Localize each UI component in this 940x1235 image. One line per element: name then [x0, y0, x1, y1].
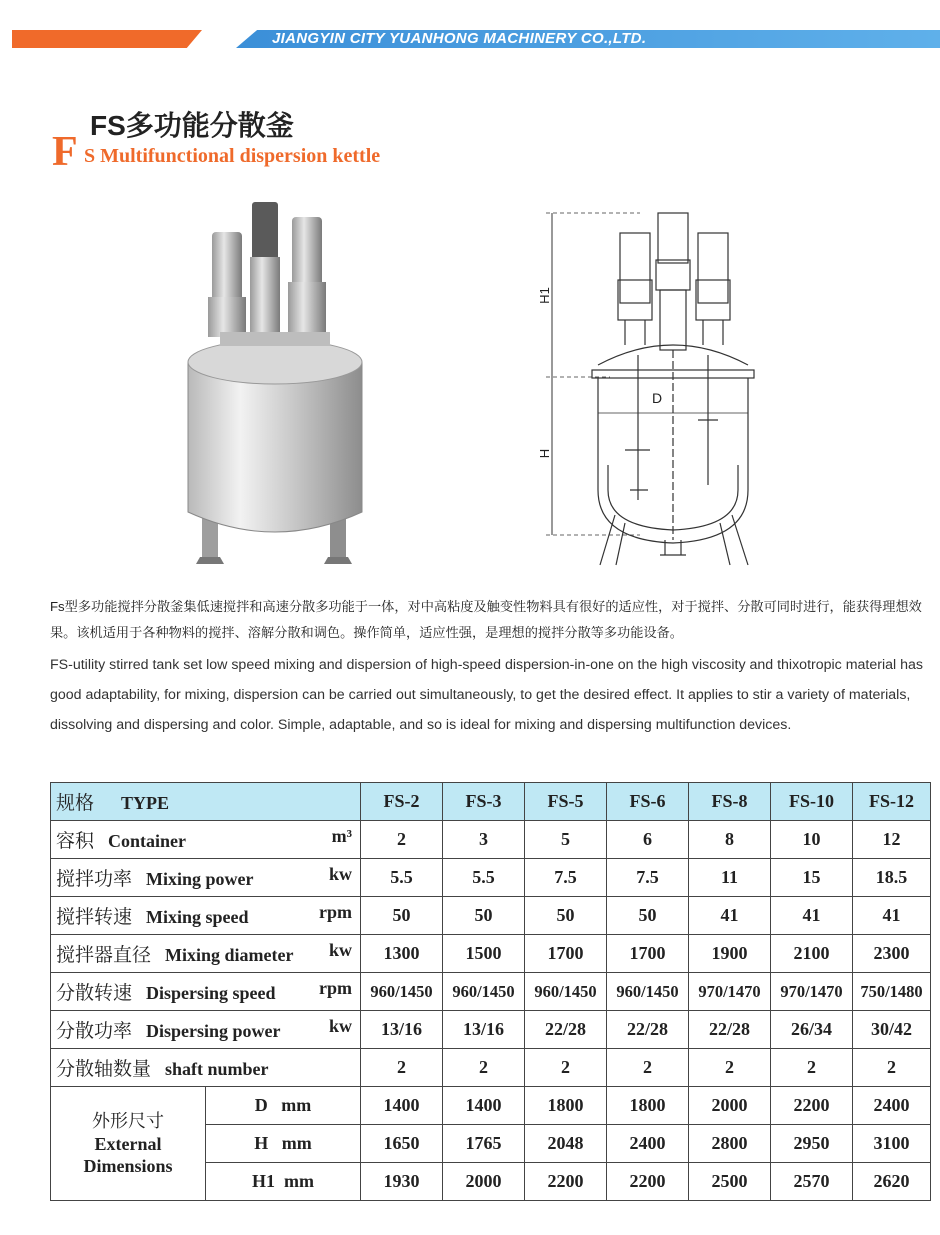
dimension-label: H mm: [206, 1125, 361, 1163]
value-cell: 22/28: [525, 1011, 607, 1049]
model-cell: FS-2: [361, 783, 443, 821]
value-cell: 7.5: [607, 859, 689, 897]
value-cell: 2200: [525, 1163, 607, 1201]
value-cell: 1800: [607, 1087, 689, 1125]
dim-label-d: D: [652, 390, 663, 406]
table-row: [51, 821, 931, 859]
value-cell: 3: [443, 821, 525, 859]
title-big-letter: F: [52, 129, 78, 175]
row-label: 分散功率 Dispersing power kw: [51, 1011, 361, 1049]
value-cell: 2000: [689, 1087, 771, 1125]
value-cell: 1900: [689, 935, 771, 973]
value-cell: 22/28: [689, 1011, 771, 1049]
value-cell: 5.5: [443, 859, 525, 897]
value-cell: 2200: [607, 1163, 689, 1201]
value-cell: 1650: [361, 1125, 443, 1163]
product-photo: [180, 192, 370, 572]
model-cell: FS-8: [689, 783, 771, 821]
model-cell: FS-3: [443, 783, 525, 821]
value-cell: 1700: [525, 935, 607, 973]
company-name: JIANGYIN CITY YUANHONG MACHINERY CO.,LTD.: [272, 30, 647, 47]
value-cell: 2200: [771, 1087, 853, 1125]
table-header-row: [51, 783, 931, 821]
row-label: 分散轴数量 shaft number: [51, 1049, 361, 1087]
value-cell: 960/1450: [443, 973, 525, 1011]
value-cell: 50: [361, 897, 443, 935]
value-cell: 18.5: [853, 859, 931, 897]
row-label: 搅拌转速 Mixing speed rpm: [51, 897, 361, 935]
value-cell: 960/1450: [607, 973, 689, 1011]
value-cell: 1500: [443, 935, 525, 973]
value-cell: 2: [607, 1049, 689, 1087]
dimensions-label: 外形尺寸 External Dimensions: [51, 1087, 206, 1201]
value-cell: 11: [689, 859, 771, 897]
value-cell: 970/1470: [771, 973, 853, 1011]
value-cell: 8: [689, 821, 771, 859]
dimension-label: H1 mm: [206, 1163, 361, 1201]
spec-table: [50, 782, 931, 1201]
title-english: S Multifunctional dispersion kettle: [84, 145, 381, 167]
header-type-cell: 规格 TYPE: [51, 783, 361, 821]
value-cell: 12: [853, 821, 931, 859]
value-cell: 41: [689, 897, 771, 935]
value-cell: 2100: [771, 935, 853, 973]
value-cell: 10: [771, 821, 853, 859]
value-cell: 50: [443, 897, 525, 935]
description-chinese: Fs型多功能搅拌分散釜集低速搅拌和高速分散多功能于一体，对中高粘度及触变性物料具有很好的适应性，对于搅拌、分散可同时进行，能获得理想效果。该机适用于各种物料的搅拌、溶解分散和调色。操作简单，适应性强，是理想的搅拌分散等多功能设备。: [50, 599, 922, 640]
value-cell: 2: [853, 1049, 931, 1087]
value-cell: 30/42: [853, 1011, 931, 1049]
model-cell: FS-6: [607, 783, 689, 821]
value-cell: 1400: [443, 1087, 525, 1125]
value-cell: 15: [771, 859, 853, 897]
model-cell: FS-12: [853, 783, 931, 821]
technical-drawing: [520, 205, 790, 570]
model-cell: FS-10: [771, 783, 853, 821]
value-cell: 13/16: [443, 1011, 525, 1049]
value-cell: 2: [361, 1049, 443, 1087]
value-cell: 41: [853, 897, 931, 935]
value-cell: 41: [771, 897, 853, 935]
value-cell: 1300: [361, 935, 443, 973]
value-cell: 960/1450: [525, 973, 607, 1011]
value-cell: 13/16: [361, 1011, 443, 1049]
row-label: 搅拌功率 Mixing power kw: [51, 859, 361, 897]
value-cell: 2620: [853, 1163, 931, 1201]
dim-label-h: H: [537, 448, 553, 459]
description-english: FS-utility stirred tank set low speed mixing and dispersion of high-speed dispersion-in-one on the high viscosity and thixotropic material has good adaptability, for mixing, dispersion can be carried out simultaneously, to get the desired effect. It applies to stir a variety of materials, dissolving and dispersing and color. Simple, adaptable, and so is ideal for mixing and dispersing multifunction devices.: [50, 657, 923, 733]
dimension-label: D mm: [206, 1087, 361, 1125]
value-cell: 2950: [771, 1125, 853, 1163]
value-cell: 2570: [771, 1163, 853, 1201]
table-row: [51, 1011, 931, 1049]
value-cell: 2: [443, 1049, 525, 1087]
value-cell: 960/1450: [361, 973, 443, 1011]
value-cell: 2: [689, 1049, 771, 1087]
value-cell: 50: [607, 897, 689, 935]
value-cell: 2: [771, 1049, 853, 1087]
dim-label-h1: H1: [536, 287, 552, 304]
table-row: [51, 897, 931, 935]
value-cell: 2400: [607, 1125, 689, 1163]
row-label: 容积 Container m³: [51, 821, 361, 859]
header-orange-bar: [12, 30, 202, 48]
value-cell: 6: [607, 821, 689, 859]
value-cell: 2500: [689, 1163, 771, 1201]
value-cell: 2: [525, 1049, 607, 1087]
table-row: [51, 859, 931, 897]
value-cell: 2048: [525, 1125, 607, 1163]
value-cell: 750/1480: [853, 973, 931, 1011]
dimension-row: [51, 1087, 931, 1125]
row-label: 搅拌器直径 Mixing diameter kw: [51, 935, 361, 973]
value-cell: 2800: [689, 1125, 771, 1163]
value-cell: 1765: [443, 1125, 525, 1163]
value-cell: 5.5: [361, 859, 443, 897]
table-row: [51, 1049, 931, 1087]
model-cell: FS-5: [525, 783, 607, 821]
table-row: [51, 935, 931, 973]
value-cell: 1930: [361, 1163, 443, 1201]
value-cell: 970/1470: [689, 973, 771, 1011]
value-cell: 22/28: [607, 1011, 689, 1049]
value-cell: 1700: [607, 935, 689, 973]
value-cell: 2000: [443, 1163, 525, 1201]
value-cell: 1400: [361, 1087, 443, 1125]
table-row: [51, 973, 931, 1011]
value-cell: 2: [361, 821, 443, 859]
title-chinese: FS多功能分散釜: [90, 110, 294, 141]
value-cell: 1800: [525, 1087, 607, 1125]
value-cell: 2300: [853, 935, 931, 973]
value-cell: 7.5: [525, 859, 607, 897]
value-cell: 3100: [853, 1125, 931, 1163]
row-label: 分散转速 Dispersing speed rpm: [51, 973, 361, 1011]
value-cell: 2400: [853, 1087, 931, 1125]
value-cell: 26/34: [771, 1011, 853, 1049]
value-cell: 50: [525, 897, 607, 935]
value-cell: 5: [525, 821, 607, 859]
